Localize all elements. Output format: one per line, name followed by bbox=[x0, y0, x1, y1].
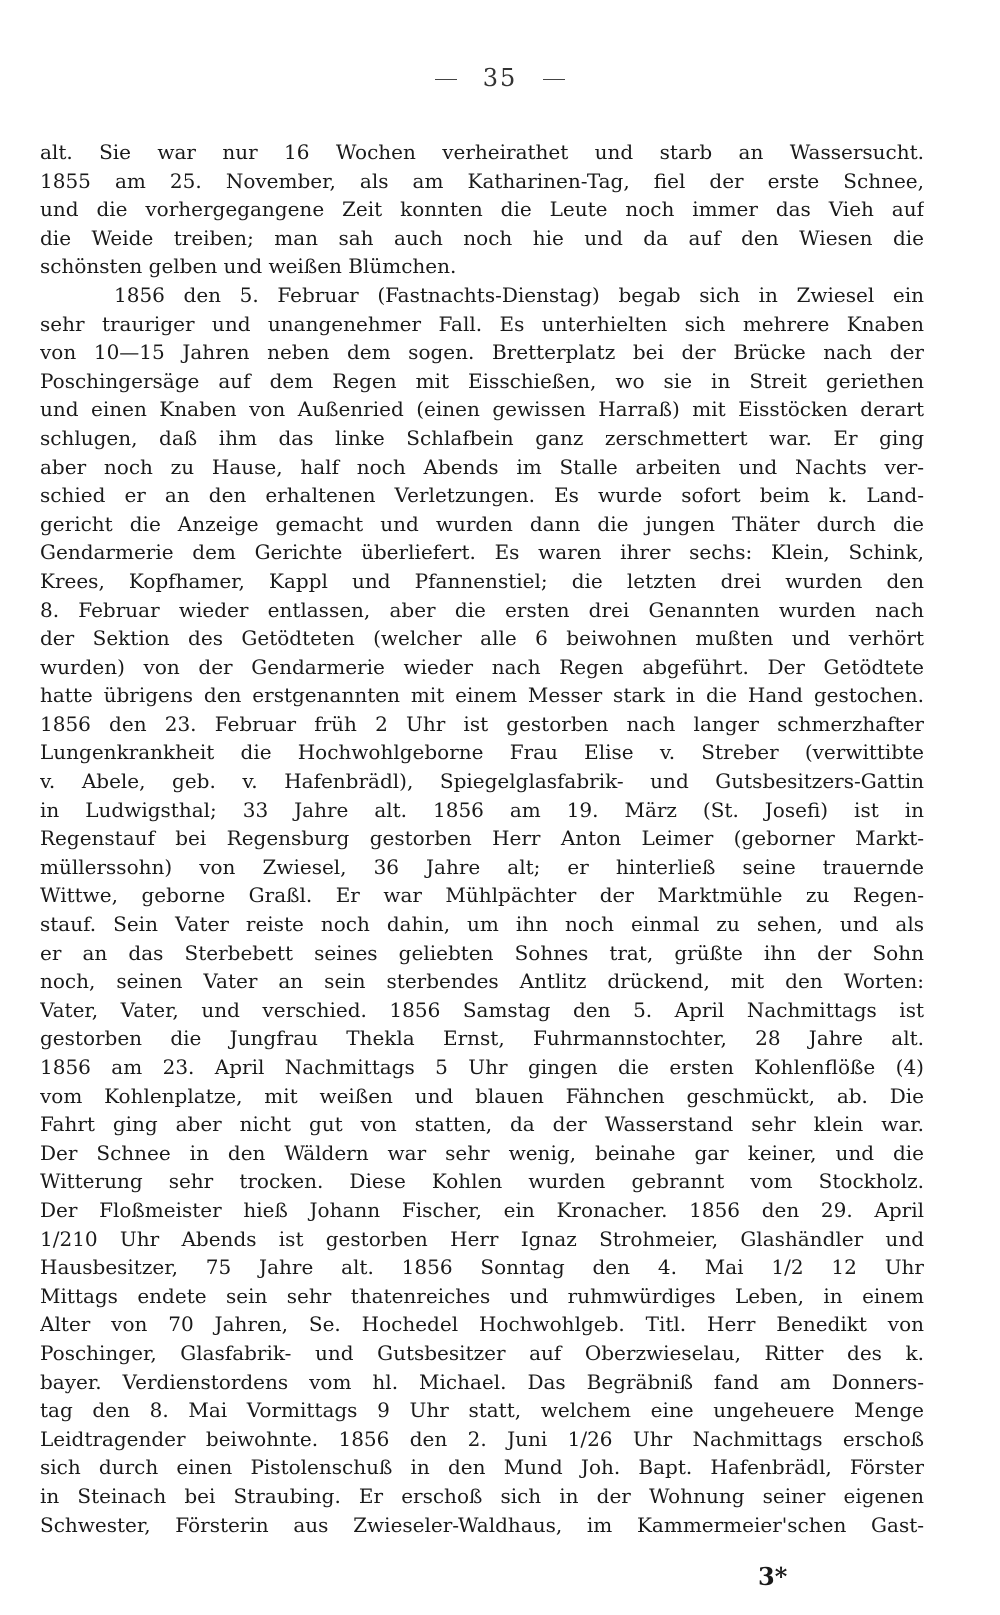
text-line: in Steinach bei Straubing. Er erschoß sich in der Wohnung seiner eigenen bbox=[40, 1483, 924, 1508]
text-line: sehr trauriger und unangenehmer Fall. Es unterhielten sich mehrere Knaben bbox=[40, 311, 924, 336]
text-line: und die vorhergegangene Zeit konnten die Leute noch immer das Vieh auf bbox=[40, 197, 924, 222]
page-header bbox=[0, 64, 1000, 92]
text-line: Gendarmerie dem Gerichte überliefert. Es waren ihrer sechs: Klein, Schink, bbox=[40, 540, 924, 565]
signature-mark: 3* bbox=[758, 1562, 788, 1591]
text-line: Lungenkrankheit die Hochwohlgeborne Frau Elise v. Streber (verwittibte bbox=[40, 740, 924, 765]
text-line: tag den 8. Mai Vormittags 9 Uhr statt, welchem eine ungeheuere Menge bbox=[40, 1398, 924, 1423]
text-line: stauf. Sein Vater reiste noch dahin, um ihn noch einmal zu sehen, und als bbox=[40, 912, 924, 937]
body-text bbox=[40, 138, 924, 1539]
text-line: Krees, Kopfhamer, Kappl und Pfannenstiel; die letzten drei wurden den bbox=[40, 568, 924, 593]
text-line: 1/210 Uhr Abends ist gestorben Herr Ignaz Strohmeier, Glashändler und bbox=[40, 1226, 924, 1251]
text-line: Hausbesitzer, 75 Jahre alt. 1856 Sonntag den 4. Mai 1/2 12 Uhr bbox=[40, 1255, 924, 1280]
text-line: bayer. Verdienstordens vom hl. Michael. Das Begräbniß fand am Donners- bbox=[40, 1369, 924, 1394]
text-line: müllerssohn) von Zwiesel, 36 Jahre alt; er hinterließ seine trauernde bbox=[40, 854, 924, 879]
text-line: Wittwe, geborne Graßl. Er war Mühlpächter der Marktmühle zu Regen- bbox=[40, 883, 924, 908]
header-dash-left bbox=[435, 79, 457, 80]
text-line: er an das Sterbebett seines geliebten Sohnes trat, grüßte ihn der Sohn bbox=[40, 940, 924, 965]
text-line: wurden) von der Gendarmerie wieder nach Regen abgeführt. Der Getödtete bbox=[40, 654, 924, 679]
text-line: schönsten gelben und weißen Blümchen. bbox=[40, 254, 457, 279]
text-line: Poschingersäge auf dem Regen mit Eisschießen, wo sie in Streit geriethen bbox=[40, 368, 924, 393]
text-line: Leidtragender beiwohnte. 1856 den 2. Juni 1/26 Uhr Nachmittags erschoß bbox=[40, 1426, 924, 1451]
text-line: sich durch einen Pistolenschuß in den Mund Joh. Bapt. Hafenbrädl, Förster bbox=[40, 1455, 924, 1480]
text-line: vom Kohlenplatze, mit weißen und blauen Fähnchen geschmückt, ab. Die bbox=[40, 1083, 924, 1108]
text-line: Der Floßmeister hieß Johann Fischer, ein Kronacher. 1856 den 29. April bbox=[40, 1197, 924, 1222]
header-dash-right bbox=[543, 79, 565, 80]
text-line: gericht die Anzeige gemacht und wurden dann die jungen Thäter durch die bbox=[40, 511, 924, 536]
text-line: alt. Sie war nur 16 Wochen verheirathet und starb an Wassersucht. bbox=[40, 140, 924, 164]
text-line: noch, seinen Vater an sein sterbendes Antlitz drückend, mit den Worten: bbox=[40, 969, 924, 994]
text-line: schied er an den erhaltenen Verletzungen. Es wurde sofort beim k. Land- bbox=[40, 483, 924, 508]
text-line: der Sektion des Getödteten (welcher alle 6 beiwohnen mußten und verhört bbox=[40, 626, 924, 651]
text-line: von 10—15 Jahren neben dem sogen. Bretterplatz bei der Brücke nach der bbox=[40, 340, 924, 365]
text-line: Schwester, Försterin aus Zwieseler-Waldhaus, im Kammermeier'schen Gast- bbox=[40, 1512, 924, 1537]
page-number: 35 bbox=[482, 64, 518, 92]
text-line: schlugen, daß ihm das linke Schlafbein ganz zerschmettert war. Er ging bbox=[40, 425, 924, 450]
text-line: gestorben die Jungfrau Thekla Ernst, Fuhrmannstochter, 28 Jahre alt. bbox=[40, 1026, 924, 1051]
text-line: hatte übrigens den erstgenannten mit einem Messer stark in die Hand gestochen. bbox=[40, 683, 924, 708]
text-line: und einen Knaben von Außenried (einen gewissen Harraß) mit Eisstöcken derart bbox=[40, 397, 924, 422]
text-line: Witterung sehr trocken. Diese Kohlen wurden gebrannt vom Stockholz. bbox=[40, 1169, 924, 1194]
text-line: 1856 den 5. Februar (Fastnachts-Dienstag) begab sich in Zwiesel ein bbox=[114, 282, 924, 307]
text-line: Fahrt ging aber nicht gut von statten, da der Wasserstand sehr klein war. bbox=[40, 1112, 924, 1137]
text-line: Der Schnee in den Wäldern war sehr wenig, beinahe gar keiner, und die bbox=[40, 1140, 924, 1165]
text-line: 8. Februar wieder entlassen, aber die ersten drei Genannten wurden nach bbox=[40, 597, 924, 622]
text-line: 1855 am 25. November, als am Katharinen-Tag, fiel der erste Schnee, bbox=[40, 168, 924, 193]
text-line: in Ludwigsthal; 33 Jahre alt. 1856 am 19. März (St. Josefi) ist in bbox=[40, 797, 924, 822]
text-line: Alter von 70 Jahren, Se. Hochedel Hochwohlgeb. Titl. Herr Benedikt von bbox=[40, 1312, 924, 1337]
text-line: aber noch zu Hause, half noch Abends im Stalle arbeiten und Nachts ver- bbox=[40, 454, 924, 479]
text-line: 1856 am 23. April Nachmittags 5 Uhr gingen die ersten Kohlenflöße (4) bbox=[40, 1055, 924, 1079]
text-line: 1856 den 23. Februar früh 2 Uhr ist gestorben nach langer schmerzhafter bbox=[40, 711, 924, 736]
text-line: Poschinger, Glasfabrik- und Gutsbesitzer auf Oberzwieselau, Ritter des k. bbox=[40, 1340, 924, 1365]
text-line: Regenstauf bei Regensburg gestorben Herr Anton Leimer (geborner Markt- bbox=[40, 826, 924, 851]
text-line: die Weide treiben; man sah auch noch hie und da auf den Wiesen die bbox=[40, 225, 924, 250]
text-line: v. Abele, geb. v. Hafenbrädl), Spiegelglasfabrik- und Gutsbesitzers-Gattin bbox=[40, 769, 924, 794]
text-line: Vater, Vater, und verschied. 1856 Samstag den 5. April Nachmittags ist bbox=[40, 997, 924, 1022]
text-line: Mittags endete sein sehr thatenreiches und ruhmwürdiges Leben, in einem bbox=[40, 1283, 924, 1308]
